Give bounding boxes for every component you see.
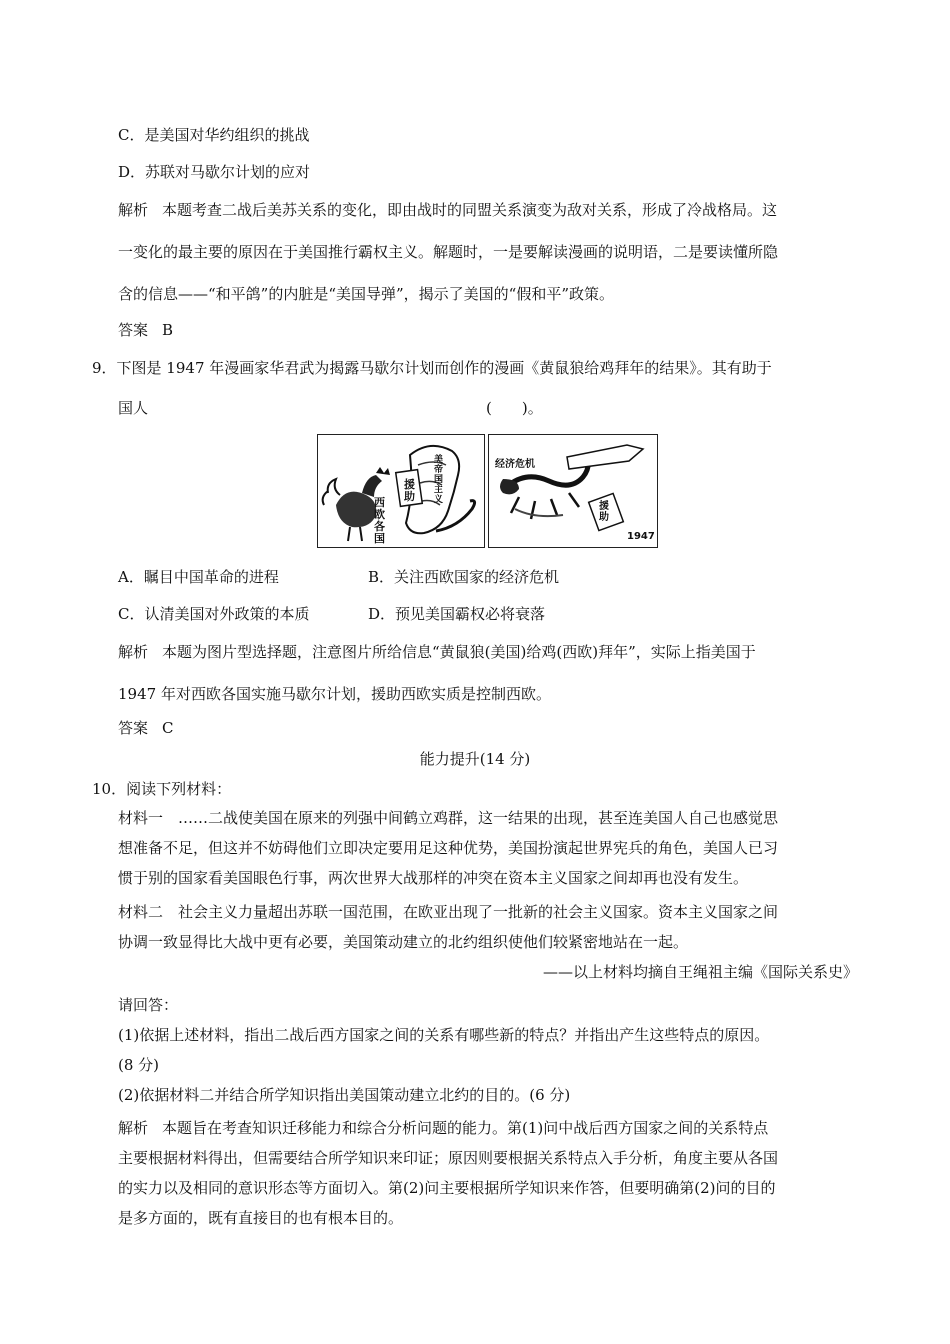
q10-analysis-line-2: 主要根据材料得出，但需要结合所学知识来印证；原因则要根据关系特点入手分析，角度主要从各国	[118, 1149, 779, 1167]
analysis-label: 解析	[118, 643, 149, 661]
q10-stem: 10．阅读下列材料：	[92, 780, 232, 798]
cartoon-right-panel	[488, 434, 658, 548]
q10-sub-2: (2)依据材料二并结合所学知识指出美国策动建立北约的目的。(6 分)	[118, 1086, 571, 1104]
analysis-text: 本题考查二战后美苏关系的变化，即由战时的同盟关系演变为敌对关系，形成了冷战格局。这	[162, 201, 778, 219]
section-title: 能力提升(14 分)	[419, 750, 531, 768]
q10-analysis-line-1	[118, 1118, 768, 1138]
q8-option-c: C．是美国对华约组织的挑战	[118, 126, 310, 144]
q8-answer	[118, 320, 173, 340]
q9-stem-line-2a: 国人	[118, 399, 149, 417]
analysis-text: 本题为图片型选择题，注意图片所给信息“黄鼠狼(美国)给鸡(西欧)拜年”，实际上指美国于	[162, 643, 756, 661]
q9-answer-blank: ( )。	[486, 399, 543, 417]
q10-prompt: 请回答：	[118, 996, 179, 1014]
q10-sub-1-line-1: (1)依据上述材料，指出二战后西方国家之间的关系有哪些新的特点？并指出产生这些特点的原因。	[118, 1026, 770, 1044]
q9-option-a: A．瞩目中国革命的进程	[118, 568, 279, 586]
cartoon-label-western-europe: 西欧各国	[374, 496, 385, 545]
q9-analysis-line-2: 1947 年对西欧各国实施马歇尔计划，援助西欧实质是控制西欧。	[118, 685, 551, 703]
q10-sub-1-line-2: (8 分)	[118, 1056, 160, 1074]
material-1-line-1: 材料一 ……二战使美国在原来的列强中间鹤立鸡群，这一结果的出现，甚至连美国人自己也感觉思	[118, 809, 779, 827]
material-1-line-3: 惯于别的国家看美国眼色行事，两次世界大战那样的冲突在资本主义国家之间却再也没有发生。	[118, 869, 749, 887]
q9-option-b: B．关注西欧国家的经济危机	[368, 568, 560, 586]
q9-option-c: C．认清美国对外政策的本质	[118, 605, 310, 623]
q8-analysis-line-2: 一变化的最主要的原因在于美国推行霸权主义。解题时，一是要解读漫画的说明语，二是要读懂所隐	[118, 243, 779, 261]
banner-ribbon	[567, 445, 643, 469]
material-source: ——以上材料均摘自王绳祖主编《国际关系史》	[542, 963, 858, 981]
q10-analysis-line-4: 是多方面的，既有直接目的也有根本目的。	[118, 1209, 404, 1227]
rooster-body	[336, 492, 376, 528]
cartoon-label-aid-right: 援助	[599, 501, 609, 523]
cartoon-label-us-imperialism: 美帝国主义	[434, 455, 444, 505]
q8-analysis-line-1	[118, 200, 777, 220]
q8-analysis-line-3: 含的信息——“和平鸽”的内脏是“美国导弹”，揭示了美国的“假和平”政策。	[118, 285, 615, 303]
cartoon-label-year: 1947	[627, 531, 655, 542]
answer-value: B	[162, 321, 174, 339]
material-2-line-1: 材料二 社会主义力量超出苏联一国范围，在欧亚出现了一批新的社会主义国家。资本主义国家之间	[118, 903, 779, 921]
answer-label: 答案	[118, 321, 149, 339]
q8-option-d: D．苏联对马歇尔计划的应对	[118, 163, 311, 181]
q9-option-d: D．预见美国霸权必将衰落	[368, 605, 546, 623]
rooster-tail	[323, 479, 340, 505]
q10-analysis-line-3: 的实力以及相同的意识形态等方面切入。第(2)问主要根据所学知识来作答，但要明确第(2)问的目的	[118, 1179, 776, 1197]
cartoon-label-aid-left: 援助	[404, 478, 415, 503]
answer-label: 答案	[118, 719, 149, 737]
dragon-claws	[511, 493, 579, 519]
q9-analysis-line-1	[118, 642, 756, 662]
analysis-label: 解析	[118, 1119, 149, 1137]
rooster-neck	[362, 475, 382, 497]
material-2-line-2: 协调一致显得比大战中更有必要，美国策动建立的北约组织使他们较紧密地站在一起。	[118, 933, 689, 951]
rooster-weasel-illustration	[318, 435, 484, 547]
analysis-text: 本题旨在考查知识迁移能力和综合分析问题的能力。第(1)问中战后西方国家之间的关系特点	[162, 1119, 769, 1137]
q9-answer	[118, 718, 174, 738]
cartoon-left-panel	[317, 434, 485, 548]
analysis-label: 解析	[118, 201, 149, 219]
rooster-comb	[376, 467, 390, 475]
rooster-legs	[348, 527, 362, 541]
cartoon-label-economic-crisis: 经济危机	[495, 459, 535, 470]
q9-stem-line-1: 9．下图是 1947 年漫画家华君武为揭露马歇尔计划而创作的漫画《黄鼠狼给鸡拜年的结果》。其有助于	[92, 359, 772, 377]
answer-value: C	[162, 719, 174, 737]
material-1-line-2: 想准备不足，但这并不妨碍他们立即决定要用足这种优势，美国扮演起世界宪兵的角色，美国人已习	[118, 839, 779, 857]
